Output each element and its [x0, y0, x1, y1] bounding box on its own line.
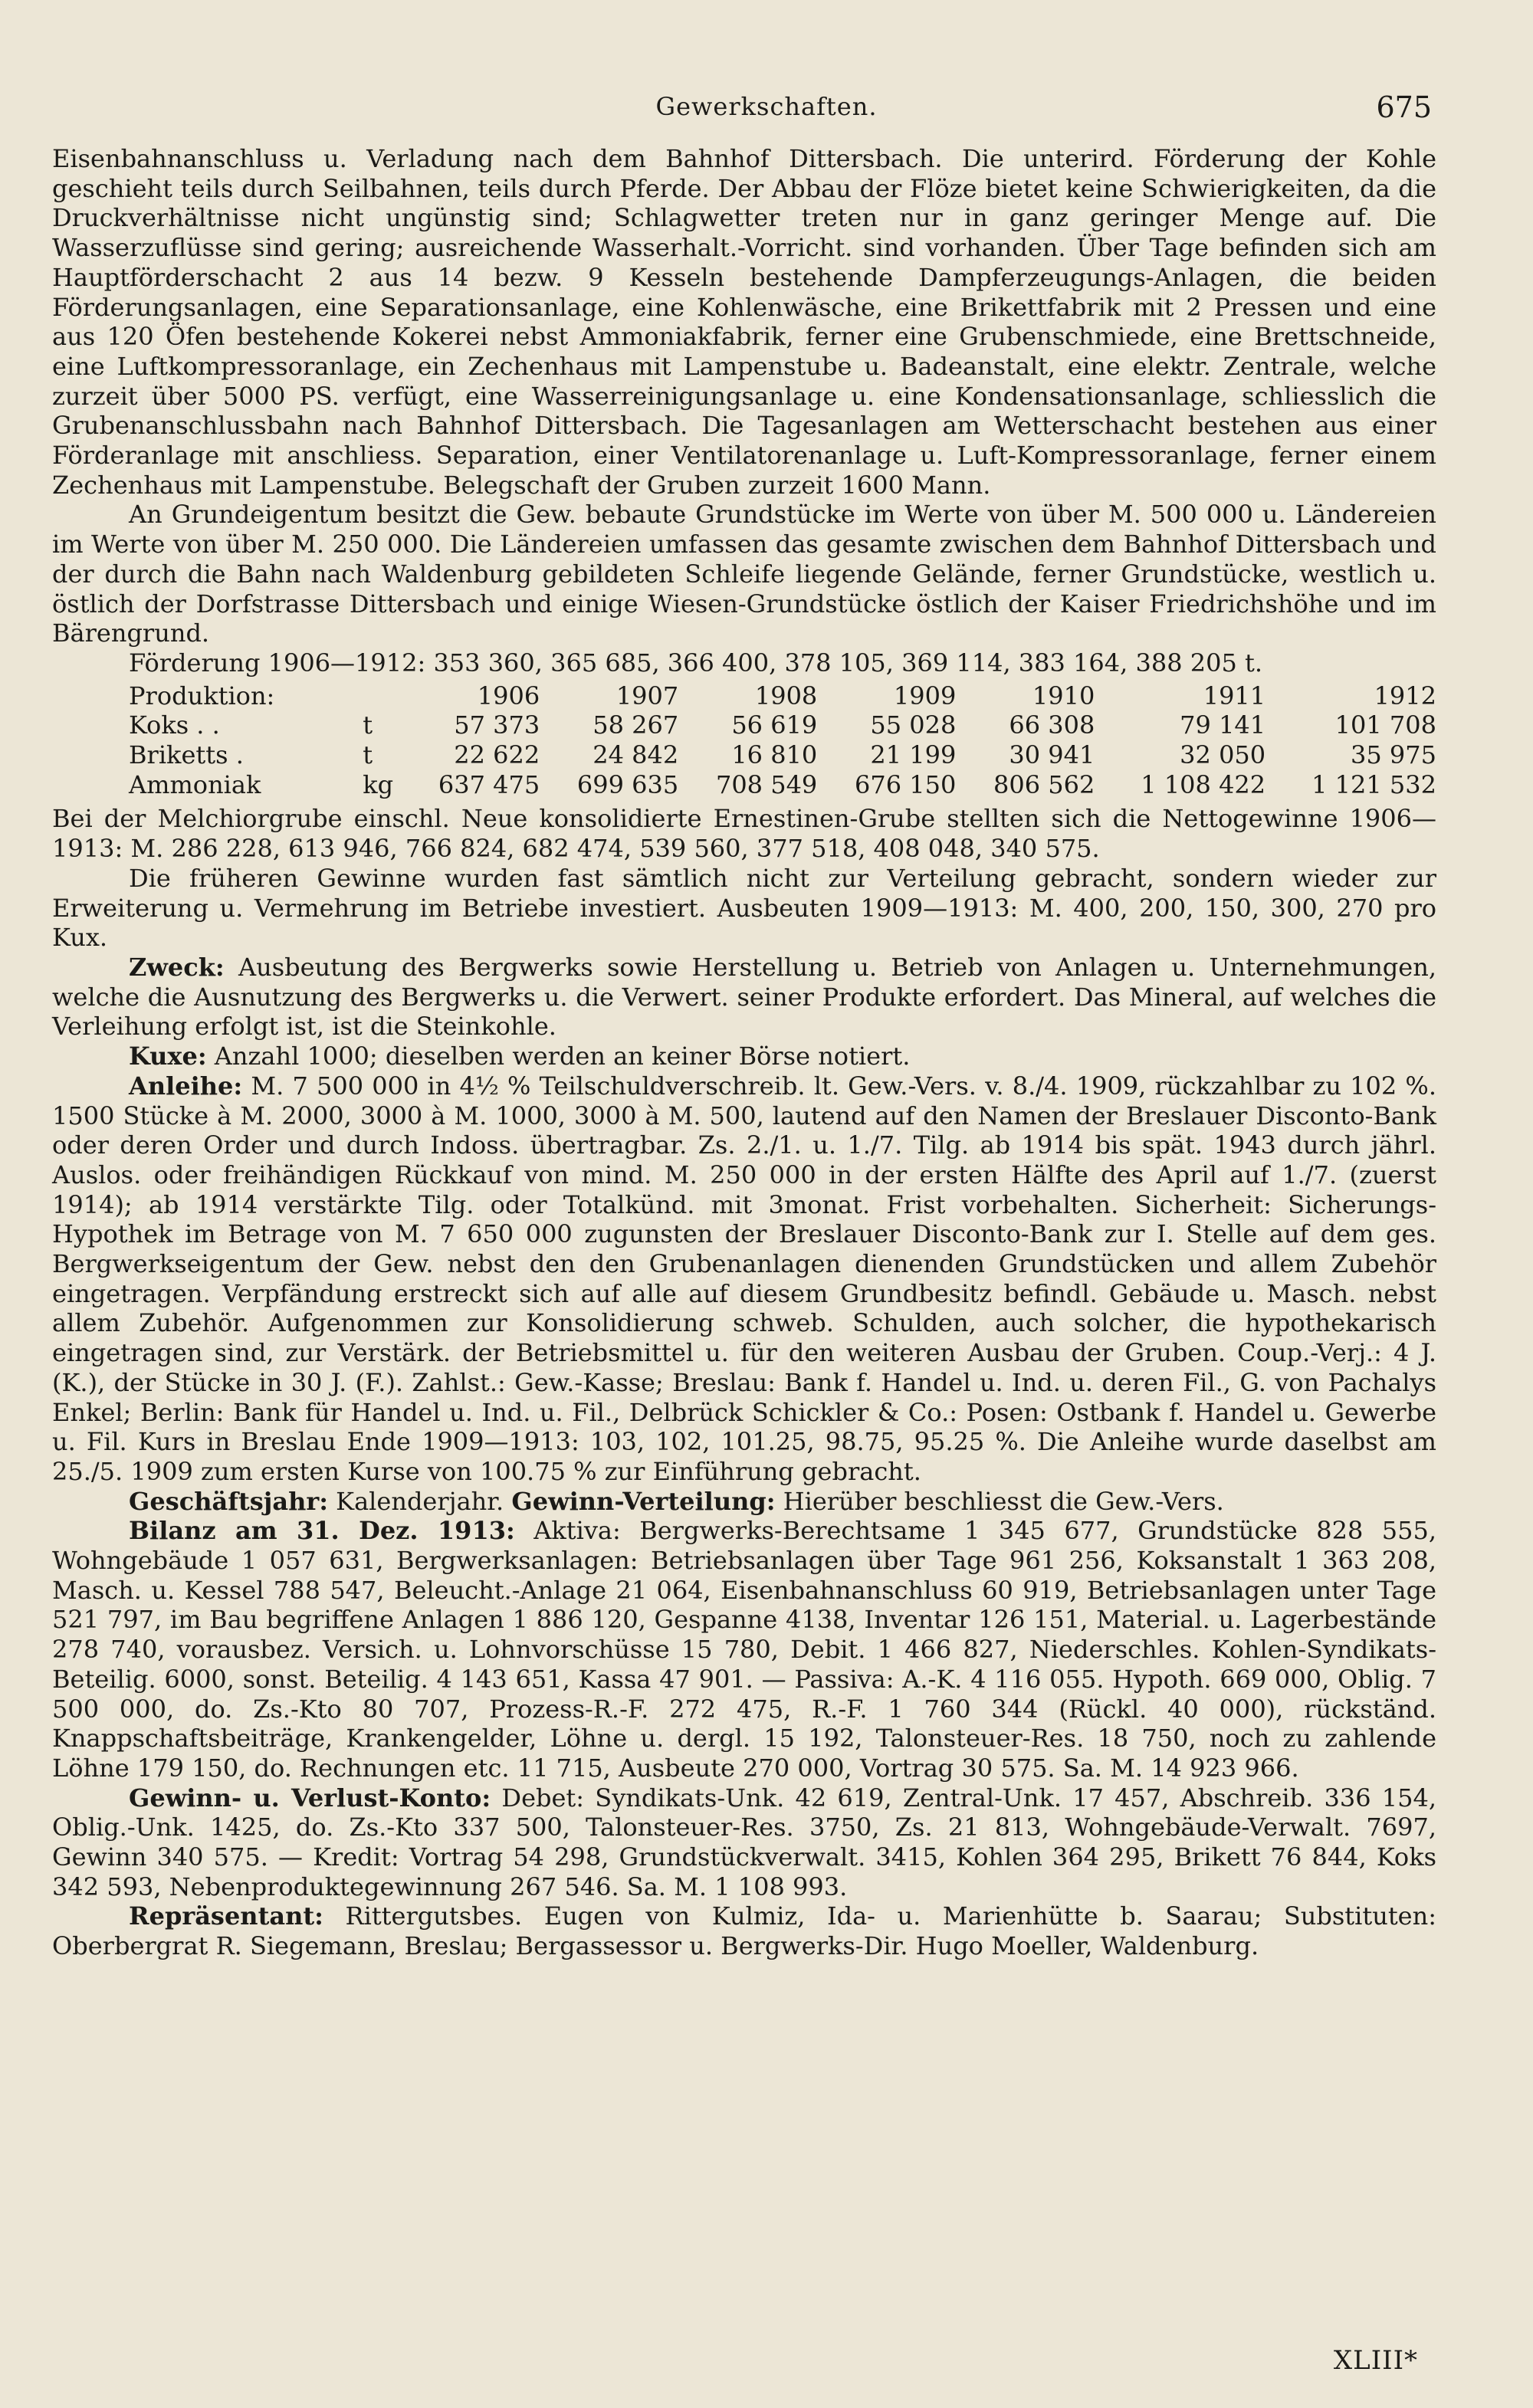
table-cell: 56 619	[731, 710, 818, 740]
anleihe-label: Anleihe:	[129, 1071, 243, 1101]
page-number: 675	[1376, 90, 1432, 124]
year-cell: 1908	[754, 681, 818, 710]
section-bilanz	[52, 1516, 1436, 1783]
table-cell: 1 121 532	[1311, 769, 1436, 799]
year-cell: 1906	[477, 681, 540, 710]
year-cell: 1910	[1032, 681, 1095, 710]
paragraph-output: Förderung 1906—1912: 353 360, 365 685, 366 400, 378 105, 369 114, 383 164, 388 205 t.	[129, 648, 1262, 677]
table-row	[52, 710, 1436, 740]
table-row	[52, 740, 1436, 770]
paragraph-land-ownership: An Grundeigentum besitzt die Gew. bebaute Grundstücke im Werte von über M. 500 000 u. Ländereien im Werte von über M. 250 000. Die Ländereien umfassen das gesamte zwischen dem Bahnhof Dittersbach und der durch die Bahn nach Waldenburg gebildeten Schleife liegende Gelände, ferner Grundstücke, westlich u. östlich der Dorfstrasse Dittersbach und einige Wiesen-Grundstücke östlich der Kaiser Friedrichshöhe und im Bärengrund.	[52, 500, 1436, 648]
year-cell: 1907	[615, 681, 679, 710]
section-kuxe	[52, 1042, 1436, 1071]
table-cell: 806 562	[993, 769, 1095, 799]
production-table	[52, 681, 1436, 800]
guv-label: Gewinn- u. Verlust-Konto:	[129, 1783, 491, 1813]
section-guv	[52, 1783, 1436, 1902]
row-unit: t	[363, 740, 373, 770]
table-cell: 79 141	[1180, 710, 1266, 740]
table-cell: 21 199	[870, 740, 957, 770]
paragraph-plant-description: Eisenbahnanschluss u. Verladung nach dem Bahnhof Dittersbach. Die unterird. Förderung der Kohle geschieht teils durch Seilbahnen, teils durch Pferde. Der Abbau der Flöze bietet keine Schwierigkeiten, da die Druckverhältnisse nicht ungünstig sind; Schlagwetter treten nur in ganz geringer Menge auf. Die Wasserzuflüsse sind gering; ausreichende Wasserhalt.-Vorricht. sind vorhanden. Über Tage befinden sich am Hauptförderschacht 2 aus 14 bezw. 9 Kesseln bestehende Dampferzeugungs-Anlagen, die beiden Förderungsanlagen, eine Separationsanlage, eine Kohlenwäsche, eine Brikettfabrik mit 2 Pressen und eine aus 120 Öfen bestehende Kokerei nebst Ammoniakfabrik, ferner eine Grubenschmiede, eine Brettschneide, eine Luftkompressoranlage, ein Zechenhaus mit Lampenstube u. Badeanstalt, eine elektr. Zentrale, welche zurzeit über 5000 PS. verfügt, eine Wasserreinigungsanlage u. eine Kondensationsanlage, schliesslich die Grubenanschlussbahn nach Bahnhof Dittersbach. Die Tagesanlagen am Wetterschacht bestehen aus einer Förderanlage mit anschliess. Separation, einer Ventilatorenanlage u. Luft-Kompressoranlage, ferner einem Zechenhaus mit Lampenstube. Belegschaft der Gruben zurzeit 1600 Mann.	[52, 144, 1436, 500]
geschaeftsjahr-text: Kalenderjahr.	[328, 1486, 504, 1516]
kuxe-label: Kuxe:	[129, 1042, 207, 1071]
table-cell: 58 267	[593, 710, 679, 740]
zweck-label: Zweck:	[129, 952, 225, 982]
anleihe-text: M. 7 500 000 in 4½ % Teilschuldverschreib. lt. Gew.-Vers. v. 8./4. 1909, rückzahlbar zu 102 %. 1500 Stücke à M. 2000, 3000 à M. 1000, 3000 à M. 500, lautend auf den Namen der Breslauer Disconto-Bank oder deren Order und durch Indoss. übertragbar. Zs. 2./1. u. 1./7. Tilg. ab 1914 bis spät. 1943 durch jährl. Auslos. oder freihändigen Rückkauf von mind. M. 250 000 in der ersten Hälfte des April auf 1./7. (zuerst 1914); ab 1914 verstärkte Tilg. oder Totalkünd. mit 3monat. Frist vorbehalten. Sicherheit: Sicherungs-Hypothek im Betrage von M. 7 650 000 zugunsten der Breslauer Disconto-Bank zur I. Stelle auf dem ges. Bergwerkseigentum der Gew. nebst den den Grubenanlagen dienenden Grundstücken und allem Zubehör eingetragen. Verpfändung erstreckt sich auf alle auf diesem Grundbesitz befindl. Gebäude u. Masch. nebst allem Zubehör. Aufgenommen zur Konsolidierung schweb. Schulden, auch solcher, die hypothekarisch eingetragen sind, zur Verstärk. der Betriebsmittel u. für den weiteren Ausbau der Gruben. Coup.-Verj.: 4 J. (K.), der Stücke in 30 J. (F.). Zahlst.: Gew.-Kasse; Breslau: Bank f. Handel u. Ind. u. deren Fil., G. von Pachalys Enkel; Berlin: Bank für Handel u. Ind. u. Fil., Delbrück Schickler & Co.: Posen: Ostbank f. Handel u. Gewerbe u. Fil. Kurs in Breslau Ende 1909—1913: 103, 102, 101.25, 98.75, 95.25 %. Die Anleihe wurde daselbst am 25./5. 1909 zum ersten Kurse von 100.75 % zur Einführung gebracht.	[52, 1071, 1436, 1486]
row-label: Briketts .	[129, 740, 244, 770]
table-cell: 55 028	[870, 710, 957, 740]
gewinnverteilung-label: Gewinn-Verteilung:	[511, 1486, 776, 1516]
table-cell: 22 622	[454, 740, 540, 770]
table-cell: 57 373	[454, 710, 540, 740]
bilanz-label: Bilanz am 31. Dez. 1913:	[129, 1516, 515, 1546]
year-cell: 1909	[893, 681, 957, 710]
year-cell: 1911	[1203, 681, 1266, 710]
row-label: Ammoniak	[129, 769, 261, 799]
table-cell: 708 549	[715, 769, 818, 799]
table-cell: 35 975	[1351, 740, 1436, 770]
zweck-text: Ausbeutung des Bergwerks sowie Herstellung u. Betrieb von Anlagen u. Unternehmungen, welche die Ausnutzung des Bergwerks u. die Verwert. seiner Produkte erfordert. Das Mineral, auf welches die Verleihung erfolgt ist, ist die Steinkohle.	[52, 952, 1436, 1042]
table-row	[52, 770, 1436, 800]
table-cell: 1 108 422	[1141, 769, 1266, 799]
paragraph-dividends: Die früheren Gewinne wurden fast sämtlich nicht zur Verteilung gebracht, sondern wieder zur Erweiterung u. Vermehrung im Betriebe investiert. Ausbeuten 1909—1913: M. 400, 200, 150, 300, 270 pro Kux.	[52, 863, 1436, 953]
section-anleihe	[52, 1071, 1436, 1487]
table-cell: 66 308	[1009, 710, 1095, 740]
table-cell: 30 941	[1009, 740, 1095, 770]
paragraph-net-profits: Bei der Melchiorgrube einschl. Neue konsolidierte Ernestinen-Grube stellten sich die Nettogewinne 1906—1913: M. 286 228, 613 946, 766 824, 682 474, 539 560, 377 518, 408 048, 340 575.	[52, 804, 1436, 864]
row-unit: kg	[363, 769, 394, 799]
section-zweck	[52, 953, 1436, 1042]
bilanz-text: Aktiva: Bergwerks-Berechtsame 1 345 677, Grundstücke 828 555, Wohngebäude 1 057 631, Bergwerksanlagen: Betriebsanlagen über Tage 961 256, Koksanstalt 1 363 208, Masch. u. Kessel 788 547, Beleucht.-Anlage 21 064, Eisenbahnanschluss 60 919, Betriebsanlagen unter Tage 521 797, im Bau begriffene Anlagen 1 886 120, Gespanne 4138, Inventar 126 151, Material. u. Lagerbestände 278 740, vorausbez. Versich. u. Lohnvorschüsse 15 780, Debit. 1 466 827, Niederschles. Kohlen-Syndikats-Beteilig. 6000, sonst. Beteilig. 4 143 651, Kassa 47 901. — Passiva: A.-K. 4 116 055. Hypoth. 669 000, Oblig. 7 500 000, do. Zs.-Kto 80 707, Prozess-R.-F. 272 475, R.-F. 1 760 344 (Rückl. 40 000), rückständ. Knappschaftsbeiträge, Krankengelder, Löhne u. dergl. 15 192, Talonsteuer-Res. 18 750, noch zu zahlende Löhne 179 150, do. Rechnungen etc. 11 715, Ausbeute 270 000, Vortrag 30 575. Sa. M. 14 923 966.	[52, 1516, 1436, 1783]
section-geschaeftsjahr	[52, 1487, 1436, 1517]
year-cell: 1912	[1374, 681, 1436, 710]
row-unit: t	[363, 710, 373, 740]
table-cell: 101 708	[1334, 710, 1436, 740]
table-cell: 676 150	[854, 769, 957, 799]
gewinnverteilung-text: Hierüber beschliesst die Gew.-Vers.	[775, 1486, 1224, 1516]
section-repraesentant	[52, 1901, 1436, 1960]
repraesentant-label: Repräsentant:	[129, 1901, 323, 1931]
table-cell: 637 475	[438, 769, 540, 799]
guv-text: Debet: Syndikats-Unk. 42 619, Zentral-Unk. 17 457, Abschreib. 336 154, Oblig.-Unk. 1425, do. Zs.-Kto 337 500, Talonsteuer-Res. 3750, Zs. 21 813, Wohngebäude-Verwalt. 7697, Gewinn 340 575. — Kredit: Vortrag 54 298, Grundstückverwalt. 3415, Kohlen 364 295, Brikett 76 844, Koks 342 593, Nebenproduktegewinnung 267 546. Sa. M. 1 108 993.	[52, 1783, 1437, 1901]
page-header-title: Gewerkschaften.	[655, 92, 878, 121]
production-table-header	[52, 681, 1436, 711]
repraesentant-text: Rittergutsbes. Eugen von Kulmiz, Ida- u. Marienhütte b. Saarau; Substituten: Oberbergrat R. Siegemann, Breslau; Bergassessor u. Bergwerks-Dir. Hugo Moeller, Waldenburg.	[52, 1901, 1436, 1961]
table-cell: 32 050	[1180, 740, 1266, 770]
table-cell: 699 635	[576, 769, 679, 799]
kuxe-text: Anzahl 1000; dieselben werden an keiner Börse notiert.	[206, 1042, 911, 1071]
table-cell: 16 810	[731, 740, 818, 770]
geschaeftsjahr-label: Geschäftsjahr:	[129, 1486, 328, 1516]
table-cell: 24 842	[593, 740, 679, 770]
signature-mark: XLIII*	[1333, 2345, 1418, 2376]
production-label: Produktion:	[129, 681, 275, 710]
main-text	[52, 144, 1436, 1961]
row-label: Koks . .	[129, 710, 220, 740]
